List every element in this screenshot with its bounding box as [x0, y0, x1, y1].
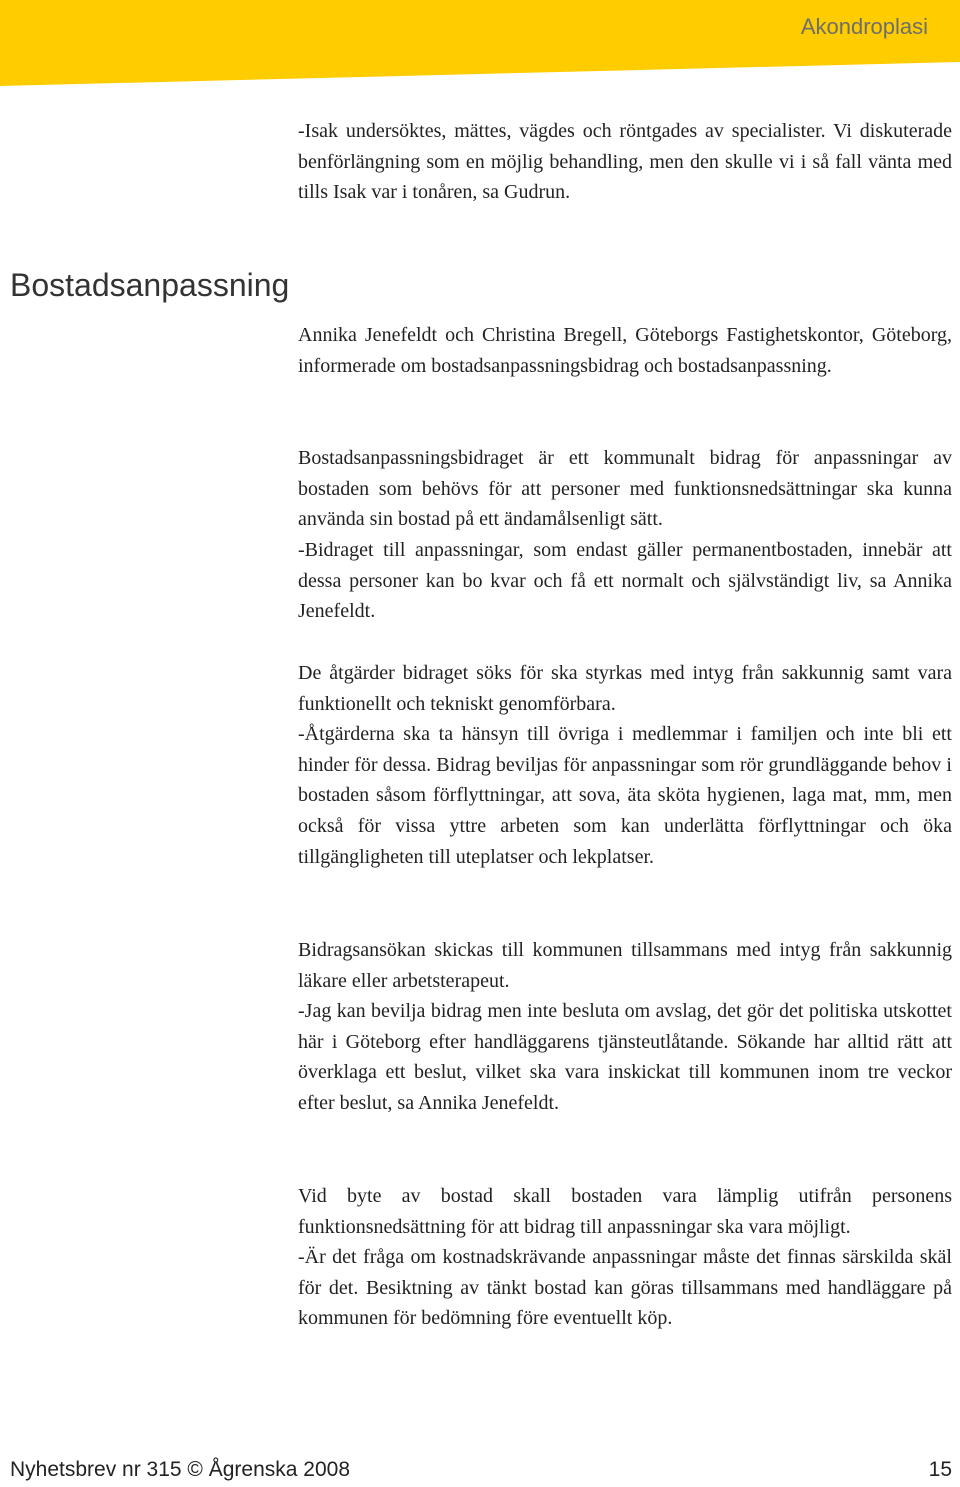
paragraph: Vid byte av bostad skall bostaden vara lämplig utifrån personens funktionsnedsättning för att bidrag till anpassningar ska vara möjligt. [298, 1185, 952, 1238]
paragraph: Bidragsansökan skickas till kommunen tillsammans med intyg från sakkunnig läkare eller arbetsterapeut. [298, 939, 952, 992]
paragraph: Annika Jenefeldt och Christina Bregell, Göteborgs Fastighetskontor, Göteborg, informerade om bostadsanpassningsbidrag och bostadsanpassning. [298, 324, 952, 377]
paragraph: -Åtgärderna ska ta hänsyn till övriga i medlemmar i familjen och inte bli ett hinder för dessa. Bidrag beviljas för anpassningar som rör grundläggande behov i bostaden såsom förflyttningar, att sova, äta sköta hygienen, laga mat, mm, men också för vissa yttre arbeten som kan underlätta förflyttningar och öka tillgängligheten till uteplatser och lekplatser. [298, 723, 952, 868]
paragraph: -Jag kan bevilja bidrag men inte besluta om avslag, det gör det politiska utskottet här i Göteborg efter handläggarens tjänsteutlåtande. Sökande har alltid rätt att överklaga ett beslut, vilket ska vara inskickat till kommunen inom tre veckor efter beslut, sa Annika Jenefeldt. [298, 1000, 952, 1115]
paragraph: -Är det fråga om kostnadskrävande anpassningar måste det finnas särskilda skäl för det. Besiktning av tänkt bostad kan göras tillsammans med handläggare på kommunen för bedömning före eventuellt köp. [298, 1246, 952, 1330]
page-number: 15 [928, 1458, 952, 1481]
paragraph: -Bidraget till anpassningar, som endast gäller permanentbostaden, innebär att dessa personer kan bo kvar och få ett normalt och självständigt liv, sa Annika Jenefeldt. [298, 539, 952, 623]
intro-paragraph: -Isak undersöktes, mättes, vägdes och röntgades av specialister. Vi diskuterade benförlängning som en möjlig behandling, men den skulle vi i så fall vänta med tills Isak var i tonåren, sa Gudrun. [298, 120, 952, 204]
footer-text: Nyhetsbrev nr 315 © Ågrenska 2008 [10, 1458, 350, 1481]
header-title: Akondroplasi [800, 14, 928, 39]
section-heading: Bostadsanpassning [10, 267, 290, 303]
paragraph: De åtgärder bidraget söks för ska styrkas med intyg från sakkunnig samt vara funktionellt och tekniskt genomförbara. [298, 662, 952, 715]
paragraph: Bostadsanpassningsbidraget är ett kommunalt bidrag för anpassningar av bostaden som behövs för att personer med funktionsnedsättningar ska kunna använda sin bostad på ett ändamålsenligt sätt. [298, 447, 952, 531]
header-band [0, 0, 960, 90]
